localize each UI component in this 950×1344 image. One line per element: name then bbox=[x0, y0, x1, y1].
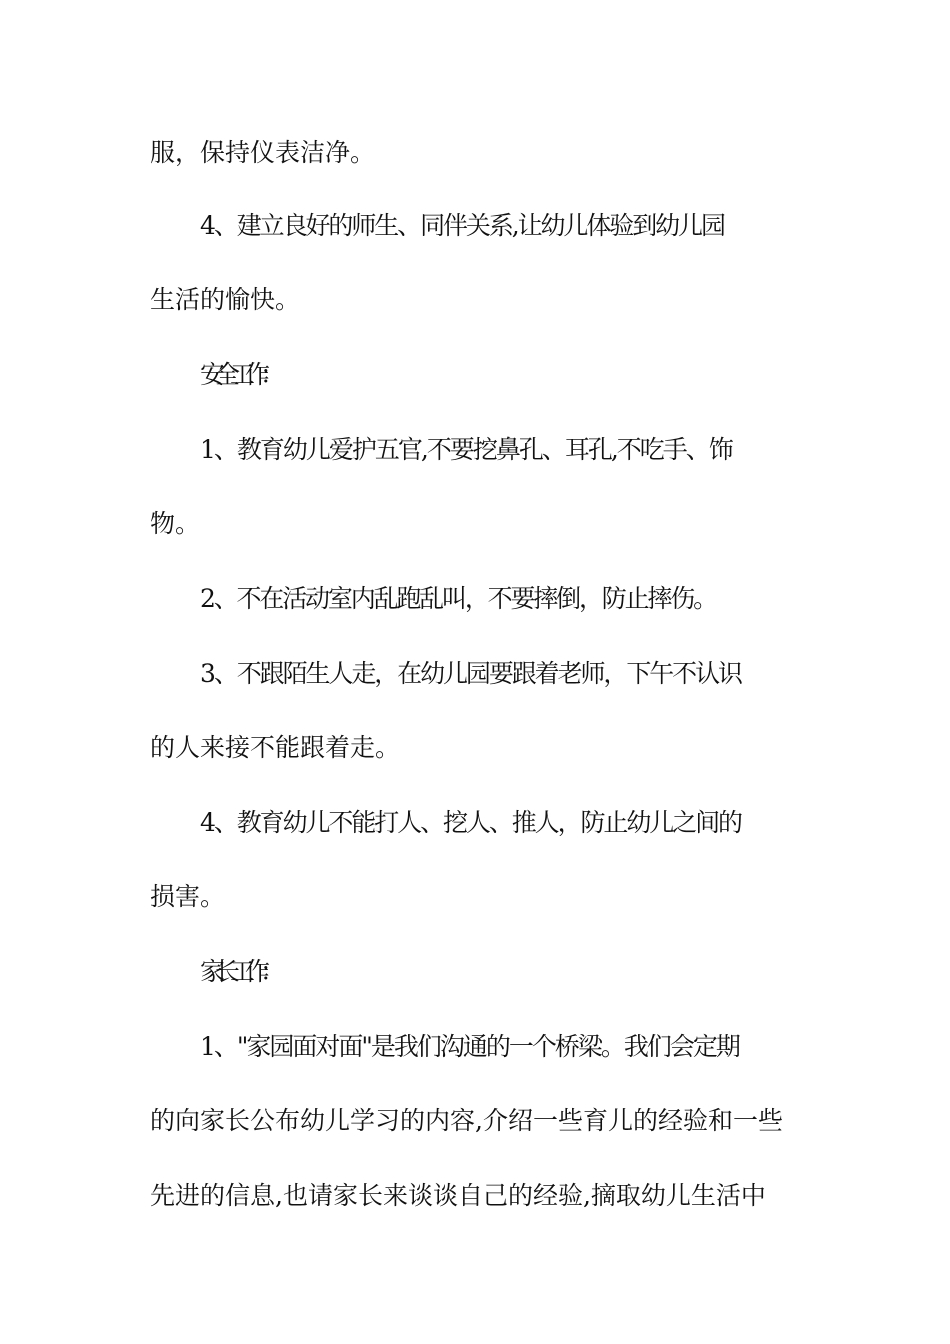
paragraph-line: 先进的信息,也请家长来谈谈自己的经验,摘取幼儿生活中 bbox=[150, 1181, 766, 1210]
paragraph-line: 的向家长公布幼儿学习的内容,介绍一些育儿的经验和一些 bbox=[150, 1106, 783, 1135]
section-heading: 安全工作： bbox=[200, 360, 276, 389]
paragraph-line: 的人来接不能跟着走。 bbox=[150, 733, 401, 762]
paragraph-line: 1、教育幼儿爱护五官,不要挖鼻孔、耳孔,不吃手、饰 bbox=[200, 435, 732, 464]
paragraph-line: 4、建立良好的师生、同伴关系,让幼儿体验到幼儿园 bbox=[200, 211, 724, 240]
paragraph-line: 服，保持仪表洁净。 bbox=[150, 138, 376, 167]
paragraph-line: 4、教育幼儿不能打人、挖人、推人，防止幼儿之间的 bbox=[200, 808, 741, 837]
section-heading: 家长工作： bbox=[200, 957, 276, 986]
paragraph-line: 3、不跟陌生人走，在幼儿园要跟着老师，下午不认识 bbox=[200, 659, 741, 688]
paragraph-line: 1、"家园面对面"是我们沟通的一个桥梁。我们会定期 bbox=[200, 1032, 739, 1061]
paragraph-line: 损害。 bbox=[150, 882, 226, 911]
paragraph-line: 2、不在活动室内乱跑乱叫，不要摔倒，防止摔伤。 bbox=[200, 584, 716, 613]
paragraph-line: 物。 bbox=[150, 509, 201, 538]
paragraph-line: 生活的愉快。 bbox=[150, 285, 301, 314]
